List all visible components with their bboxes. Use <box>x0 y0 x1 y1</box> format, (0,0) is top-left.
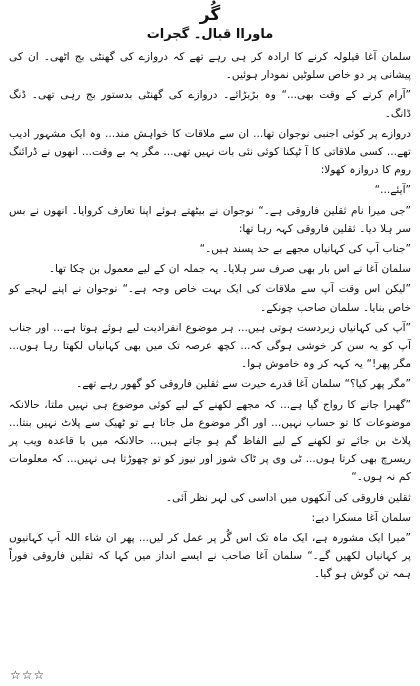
story-paragraph: ”میرا ایک مشورہ ہے، ایک ماہ تک اس گُر پر عمل کر لیں... پھر ان شاء اللہ آپ کہانیوں پر کہانیاں لکھیں گے۔“ سلمان آغا صاحب نے ایسے انداز میں کہا کہ ثقلین فاروقی فوراً ہمہ تن گوش ہو گیا۔ <box>9 532 411 581</box>
story-paragraph: سلمان آغا مسکرا دیے: <box>311 511 411 524</box>
story-title: گُر <box>199 5 221 25</box>
story-paragraph: دروازے پر کوئی اجنبی نوجوان تھا... ان سے ملاقات کا خواہش مند... وہ ایک مشہور ادیب تھے... کسی ملاقاتی کا آ ٹپکنا کوئی نئی بات نہیں تھی... مگر یہ بے وقت... انھوں نے ڈرائنگ روم کا دروازہ کھولا: <box>9 127 411 177</box>
story-paragraph: سلمان آغا نے اس بار بھی صرف سر ہلایا۔ یہ جملہ ان کے لیے معمول بن چکا تھا۔ <box>48 263 411 276</box>
story-paragraph: ثقلین فاروقی کی آنکھوں میں اداسی کی لہر نظر آئی۔ <box>165 491 411 504</box>
story-author: ماوراا قبال۔ گجرات <box>146 27 274 42</box>
story-paragraph: ”مگر پھر کیا؟“ سلمان آغا قدرے حیرت سے ثقلین فاروقی کو گھور رہے تھے۔ <box>76 378 411 391</box>
end-mark-stars: ☆☆☆ <box>10 668 46 682</box>
story-paragraph: ”آیئے...“ <box>374 184 411 197</box>
story-paragraph: ”لیکن اس وقت آپ سے ملاقات کی ایک بہت خاص وجہ ہے۔“ نوجوان نے اپنے لہجے کو خاص بنایا۔ سلمان صاحب چونکے۔ <box>9 283 411 314</box>
story-paragraph: ”جناب آپ کی کہانیاں مجھے بے حد پسند ہیں۔“ <box>199 243 411 256</box>
story-paragraph: سلمان آغا قیلولہ کرنے کا ارادہ کر ہی رہے تھے کہ دروازے کی گھنٹی بج اٹھی۔ ان کی پیشانی پر دو خاص سلوٹیں نمودار ہوئیں۔ <box>9 51 411 82</box>
story-body <box>9 48 411 584</box>
story-paragraph: ”آرام کرنے کے وقت بھی...“ وہ بڑبڑائے۔ دروازے کی گھنٹی بدستور بج رہی تھی۔ ڈنگ ڈانگ۔ <box>9 89 411 120</box>
story-paragraph: ”آپ کی کہانیاں زبردست ہوتی ہیں... ہر موضوع انفرادیت لیے ہوئے ہوتا ہے... اور جناب آپ کو یہ سن کر خوشی ہوگی کہ... کچھ عرصہ تک میں بھی کہانیاں لکھتا رہا ہوں... مگر پھر!“ یہ کہہ کر وہ خاموش ہوا۔ <box>9 321 411 371</box>
story-paragraph: ”جی میرا نام ثقلین فاروقی ہے۔“ نوجوان نے بیٹھتے ہوئے اپنا تعارف کروایا۔ انھوں نے بس سر ہلا دیا۔ ثقلین فاروقی کہہ رہا تھا: <box>9 204 411 235</box>
story-paragraph: ”گھبرا جانے کا رواج گیا ہے... کہ مجھے لکھنے کے لیے کوئی موضوع ہی نہیں ملتا، حالانکہ موضوعات کا تو حساب نہیں... اور اگر موضوع مل جاتا ہے تو ٹھیک سے پلاٹ نہیں بنتا... پلاٹ بن جائے تو لکھنے کے لیے الفاظ گم ہو جاتے ہیں... حالانکہ میں با قاعدہ ویب پر ریسرچ بھی کرتا ہوں... ٹی وی پر ٹاک شوز اور نیوز کو تو چھوڑتا ہی نہیں... کہ معلومات کم نہ ہوں۔“ <box>9 398 411 484</box>
